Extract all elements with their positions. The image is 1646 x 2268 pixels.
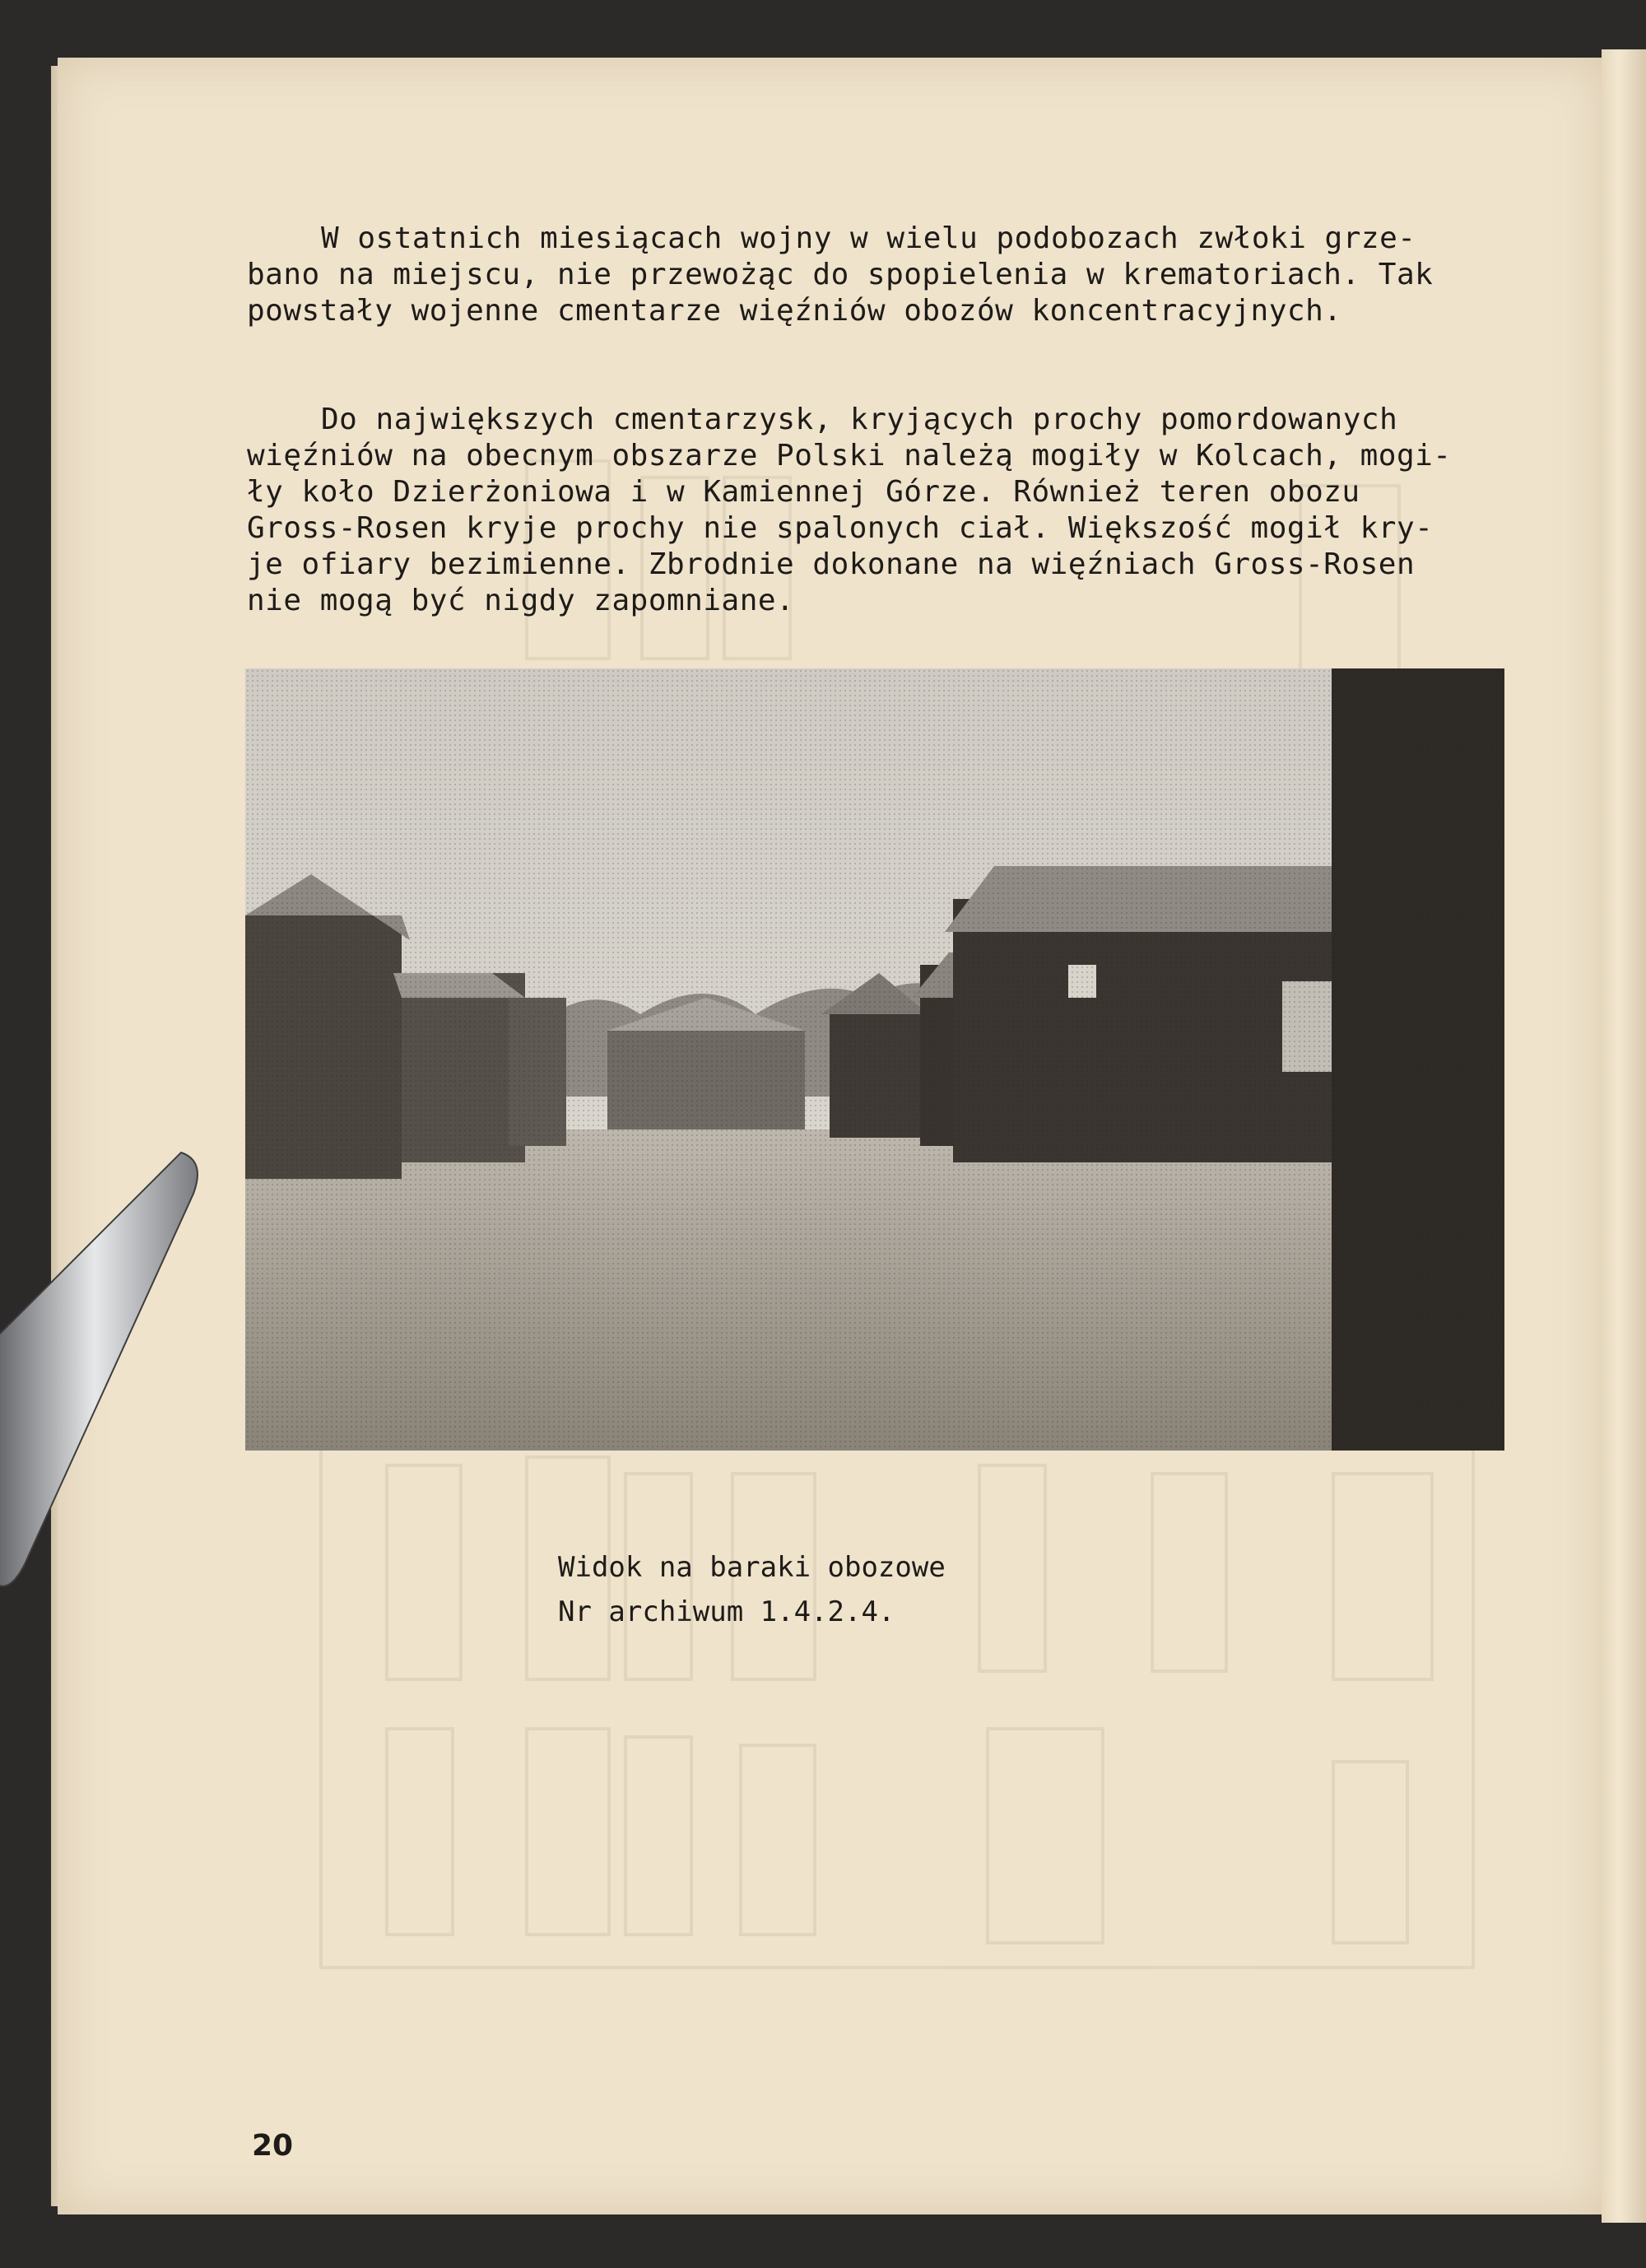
barracks-photo xyxy=(245,668,1504,1451)
caption-archive-number: Nr archiwum 1.4.2.4. xyxy=(558,1595,895,1628)
tweezer-icon xyxy=(0,1136,222,1597)
page-number: 20 xyxy=(252,2129,294,2163)
photo-caption xyxy=(558,1545,946,1634)
paragraph-2: Do największych cmentarzysk, kryjących prochy pomordowanych więźniów na obecnym obszarze Polski należą mogiły w Kolcach, mogi- ły koło Dzierżoniowa i w Kamiennej Górze. Również teren obozu Gross-Rosen kryje prochy nie spalonych ciał. Większość mogił kry- je ofiary bezimienne. Zbrodnie dokonane na więźniach Gross-Rosen nie mogą być nigdy zapomniane. xyxy=(247,403,1452,617)
paragraph-1: W ostatnich miesiącach wojny w wielu podobozach zwłoki grze- bano na miejscu, nie przewożąc do spopielenia w krematoriach. Tak powstały wojenne cmentarze więźniów obozów koncentracyjnych. xyxy=(247,221,1434,328)
article-text xyxy=(247,148,1531,655)
caption-title: Widok na baraki obozowe xyxy=(558,1551,946,1584)
